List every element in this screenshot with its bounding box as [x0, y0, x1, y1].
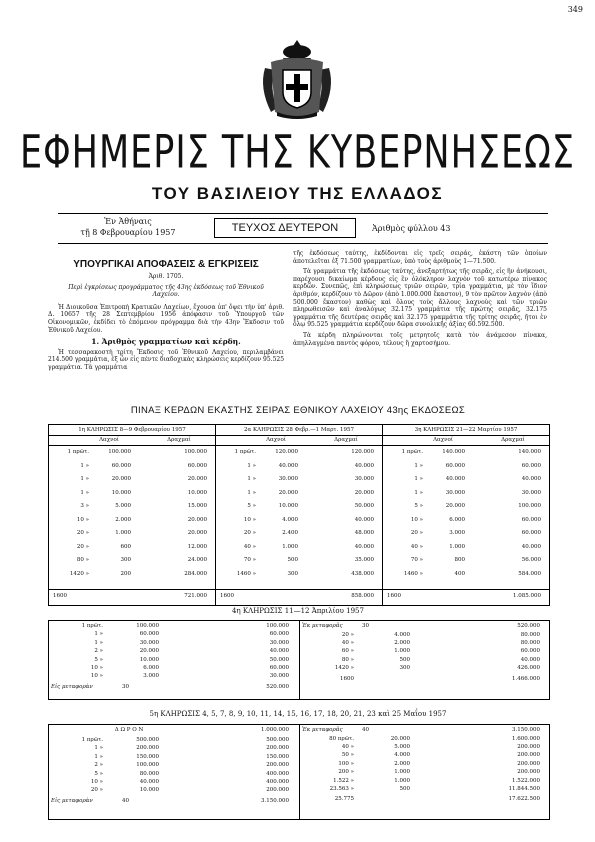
prize-total: 80.000 [520, 631, 540, 638]
prize-count: 5 » [94, 770, 103, 777]
prize-value: 5.000 [394, 743, 410, 750]
total-amount: 858.000 [351, 593, 374, 599]
brought-forward-label: Ἐκ μεταφορᾶς [302, 623, 343, 629]
decision-ref: Ἀριθ. 1705. [148, 273, 184, 280]
prize-total: 20.000 [354, 489, 374, 496]
prize-count: 20 » [90, 787, 103, 794]
prize-total: 40.000 [521, 543, 541, 550]
prize-value: 20.000 [390, 735, 410, 742]
prize-total: 100.000 [518, 503, 541, 509]
prize-value: 300 [287, 570, 298, 577]
prize-count: 2 » [94, 762, 103, 769]
prize-total: 200.000 [266, 745, 289, 752]
draws-1-3-table [48, 424, 550, 606]
prize-count: 20 » [410, 530, 423, 536]
prize-total: 60.000 [520, 648, 540, 655]
prize-count: 1 » [80, 489, 89, 496]
grand-prize-label: Δ Ω Ρ Ο Ν [114, 727, 144, 733]
column-header-drachmas: Δραχμαί [501, 437, 525, 443]
prize-total: 15.000 [187, 503, 207, 509]
prize-count: 80 » [76, 557, 89, 563]
draw-title: 3η ΚΛΗΡΩΣΙΣ 21—22 Μαρτίου 1957 [414, 427, 518, 433]
prize-value: 4.000 [282, 516, 298, 523]
prize-count: 100 » [338, 760, 354, 767]
prize-count: 1 πρῶτ. [67, 449, 89, 455]
total-count: 25.775 [334, 796, 354, 803]
prize-value: 200 [120, 570, 131, 577]
total-count: 1600 [53, 593, 67, 599]
prize-total: 20.000 [187, 476, 207, 482]
prize-value: 20.000 [278, 489, 298, 496]
draw-3-block [383, 425, 549, 605]
total-count: 1600 [387, 593, 401, 599]
brought-forward-label: Ἐκ μεταφορᾶς [302, 727, 343, 733]
draw-title: 1η ΚΛΗΡΩΣΙΣ 8—9 Φεβρουαρίου 1957 [78, 427, 186, 433]
total-amount: 721.000 [184, 593, 207, 599]
paragraph-series: τῆς ἐκδόσεως ταύτης, ἐκδίδονται εἰς τρεῖς σειράς, ἑκάστη τῶν ὁποίων ἀποτελεῖται ἐξ 71.500 γραμματίων, ὑπὸ τοὺς ἀριθμοὺς 1—71.500. [293, 250, 547, 265]
prize-total: 200.000 [266, 762, 289, 769]
prize-value: 800 [454, 557, 465, 563]
prize-total: 400.000 [266, 779, 289, 785]
prize-value: 150.000 [136, 753, 159, 760]
prize-value: 1.000 [394, 648, 410, 655]
prize-value: 300 [120, 557, 131, 563]
prize-value: 1.000 [282, 543, 298, 550]
prize-value: 200.000 [136, 745, 159, 752]
prize-table-title: ΠΙΝΑΞ ΚΕΡΔΩΝ ΕΚΑΣΤΗΣ ΣΕΙΡΑΣ ΕΘΝΙΚΟΥ ΛΑΧΕΙΟΥ 43ης ΕΚΔΟΣΕΩΣ [130, 405, 466, 416]
brought-forward-amount: 520.000 [517, 623, 540, 629]
prize-value: 20.000 [445, 503, 465, 509]
prize-value: 40.000 [278, 462, 298, 469]
prize-value: 140.000 [442, 449, 465, 455]
prize-total: 40.000 [521, 476, 541, 482]
section-title: 1. Ἀριθμὸς γραμματίων καὶ κέρδη. [91, 337, 241, 347]
prize-total: 500.000 [266, 737, 289, 743]
prize-count: 1 πρῶτ. [401, 449, 423, 455]
prize-total: 426.000 [517, 665, 540, 672]
paragraph-payment: Τὰ κέρδη πληρώνονται τοῖς μετρητοῖς κατὰ τὸν ἀνάμεσον πίνακα, ἀπηλλαγμένα παντὸς φόρου, τέλους ἢ χαρτοσήμου. [293, 331, 547, 347]
prize-value: 4.000 [394, 631, 410, 638]
prize-value: 600 [120, 543, 131, 550]
prize-count: 1.522 » [333, 777, 354, 784]
prize-value: 3.000 [143, 673, 159, 680]
prize-total: 12.000 [187, 543, 207, 550]
prize-count: 1 » [80, 462, 89, 469]
carry-forward-count: 30 [122, 683, 129, 690]
column-header-lots: Λαχνοί [266, 437, 286, 443]
prize-count: 1 » [414, 489, 423, 496]
prize-count: 10 » [243, 516, 256, 523]
prize-total: 120.000 [351, 449, 374, 455]
prize-value: 100.000 [136, 623, 159, 629]
prize-total: 60.000 [269, 631, 289, 638]
prize-total: 60.000 [521, 462, 541, 469]
right-text-column [293, 250, 547, 347]
prize-total: 60.000 [521, 516, 541, 523]
prize-value: 1.000 [394, 769, 410, 776]
prize-value: 120.000 [275, 449, 298, 455]
gazette-title: ΕΦΗΜΕΡΙΣ ΤΗΣ ΚΥΒΕΡΝΗΣΕΩΣ [19, 127, 576, 179]
brought-forward-count: 30 [362, 623, 369, 629]
prize-total: 584.000 [518, 570, 541, 577]
prize-value: 10.000 [111, 489, 131, 496]
carry-forward-label: Εἰς μεταφορὰν [51, 683, 93, 690]
prize-total: 40.000 [520, 656, 540, 663]
paragraph-prizes: Τὰ γραμμάτια τῆς ἐκδόσεως ταύτης, ἀνεξαρτήτως τῆς σειρᾶς, εἰς ἣν ἀνήκουσι, παρέχουσι δικαίωμα κέρδους εἰς ἓν ὁλόκληρον λαχνὸν τοῦ κατωτέρω πίνακος κερδῶν. Συνεπῶς, ἐπὶ κληρώσεως τριῶν σειρῶν, τρία γραμμάτια, μὲ τὸν ἴδιον ἀριθμόν, κερδίζουν τὸ Δῶρον (ἀπὸ 1.000.000 ἕκαστον), 9 τὸν πρῶτον λαχνὸν (ἀπὸ 500.000 ἕκαστον) καθὼς καὶ ὅλους τοὺς ἄλλους λαχνοὺς καὶ τῶν τριῶν πληρωθεισῶν καὶ ἀναλόγως 32.175 γραμμάτια τῆς πρώτης σειρᾶς, 32.175 γραμμάτια τῆς δευτέρας σειρᾶς καὶ 32.175 γραμμάτια τῆς τρίτης σειρᾶς, ἤτοι ἐν ὅλῳ 95.525 γραμμάτια κερδίζουν δῶρα συνολικῆς ἀξίας 60.592.500. [293, 268, 547, 329]
prize-total: 150.000 [266, 753, 289, 760]
prize-value: 4.000 [394, 752, 410, 759]
prize-total: 140.000 [518, 449, 541, 455]
prize-value: 80.000 [139, 770, 159, 777]
prize-count: 1460 » [403, 570, 423, 577]
prize-count: 80 » [341, 656, 354, 663]
issue-date: τῇ 8 Φεβρουαρίου 1957 [80, 228, 176, 237]
prize-total: 11.844.500 [508, 785, 540, 792]
carry-forward-amount: 3.150.000 [261, 797, 289, 804]
section-heading: ΥΠΟΥΡΓΙΚΑΙ ΑΠΟΦΑΣΕΙΣ & ΕΓΚΡΙΣΕΙΣ [73, 259, 259, 270]
prize-count: 20 » [76, 530, 89, 536]
prize-value: 60.000 [139, 631, 159, 638]
prize-count: 1 » [94, 745, 103, 752]
prize-value: 10.000 [139, 656, 159, 663]
brought-forward-amount: 3.150.000 [512, 727, 540, 733]
column-header-lots: Λαχνοί [433, 437, 453, 443]
sheet-number: Ἀριθμὸς φύλλου 43 [372, 224, 451, 233]
prize-total: 24.000 [187, 557, 207, 563]
prize-count: 23.563 » [329, 785, 354, 792]
issue-series-box: ΤΕΥΧΟΣ ΔΕΥΤΕΡΟΝ [214, 218, 356, 238]
prize-total: 30.000 [269, 673, 289, 680]
grand-prize-amount: 1.000.000 [261, 727, 289, 733]
column-header-drachmas: Δραχμαί [167, 437, 191, 443]
prize-count: 5 » [94, 656, 103, 663]
prize-count: 10 » [90, 779, 103, 785]
gazette-subtitle: ΤΟΥ ΒΑΣΙΛΕΙΟΥ ΤΗΣ ΕΛΛΑΔΟΣ [151, 184, 444, 203]
total-amount: 1.085.000 [513, 593, 541, 599]
prize-count: 80 πρῶτ. [329, 735, 354, 742]
prize-total: 30.000 [269, 639, 289, 646]
prize-value: 500 [399, 785, 410, 792]
prize-value: 6.000 [449, 516, 465, 523]
prize-value: 30.000 [445, 489, 465, 496]
prize-value: 10.000 [278, 503, 298, 509]
draw-title: 2α ΚΛΗΡΩΣΙΣ 28 Φεβρ.—1 Μαρτ. 1957 [244, 427, 354, 433]
prize-count: 200 » [338, 769, 354, 776]
prize-total: 100.000 [184, 449, 207, 455]
prize-total: 100.000 [266, 623, 289, 629]
left-text-column [48, 258, 284, 372]
prize-value: 1.000 [115, 530, 131, 536]
brought-forward-count: 40 [362, 727, 369, 733]
draw-5-title: 5η ΚΛΗΡΩΣΙΣ 4, 5, 7, 8, 9, 10, 11, 14, 15, 16, 17, 18, 20, 21, 23 καὶ 25 Μαΐου 1957 [149, 710, 447, 718]
prize-total: 50.000 [269, 656, 289, 663]
prize-count: 60 » [341, 648, 354, 655]
prize-count: 40 » [341, 743, 354, 750]
page-number: 349 [567, 5, 583, 14]
prize-count: 1 πρῶτ. [234, 449, 256, 455]
prize-total: 50.000 [354, 503, 374, 509]
prize-count: 1 » [414, 462, 423, 469]
prize-count: 20 » [341, 631, 354, 638]
table-divider [299, 725, 300, 819]
prize-count: 40 » [243, 543, 256, 550]
prize-count: 10 » [90, 665, 103, 671]
prize-value: 40.000 [139, 779, 159, 785]
prize-value: 1.000 [394, 777, 410, 784]
prize-count: 40 » [341, 639, 354, 646]
prize-value: 40.000 [445, 476, 465, 482]
prize-value: 60.000 [445, 462, 465, 469]
prize-total: 20.000 [187, 516, 207, 523]
prize-total: 400.000 [266, 770, 289, 777]
prize-total: 40.000 [269, 648, 289, 655]
prize-value: 20.000 [111, 476, 131, 482]
prize-count: 1420 » [334, 665, 354, 672]
prize-value: 300 [399, 665, 410, 672]
prize-total: 200.000 [517, 769, 540, 776]
prize-total: 200.000 [517, 752, 540, 759]
prize-count: 10 » [76, 516, 89, 523]
draw-2-block [216, 425, 382, 605]
prize-value: 5.000 [115, 503, 131, 509]
prize-total: 56.000 [521, 557, 541, 563]
prize-value: 2.000 [394, 760, 410, 767]
prize-value: 2.000 [394, 639, 410, 646]
prize-total: 40.000 [354, 543, 374, 550]
prize-total: 20.000 [187, 530, 207, 536]
prize-count: 5 » [247, 503, 256, 509]
prize-value: 30.000 [278, 476, 298, 482]
prize-value: 20.000 [139, 648, 159, 655]
prize-value: 500 [399, 656, 410, 663]
prize-value: 30.000 [139, 639, 159, 646]
draw-5-table [48, 724, 550, 820]
prize-count: 1 » [247, 489, 256, 496]
column-header-drachmas: Δραχμαί [334, 437, 358, 443]
issue-place-date [58, 216, 198, 238]
prize-count: 70 » [243, 557, 256, 563]
prize-total: 10.000 [187, 489, 207, 496]
prize-total: 40.000 [354, 516, 374, 523]
prize-count: 40 » [410, 543, 423, 550]
prize-count: 1 πρῶτ. [81, 737, 103, 743]
prize-count: 20 » [76, 543, 89, 550]
prize-total: 30.000 [354, 476, 374, 482]
issue-place: Ἐν Ἀθήναις [104, 217, 152, 226]
header-rule-top [58, 213, 548, 214]
prize-count: 20 » [243, 530, 256, 536]
royal-coat-of-arms-emblem [257, 38, 337, 120]
prize-value: 6.000 [143, 665, 159, 671]
prize-count: 1 » [94, 639, 103, 646]
prize-total: 284.000 [184, 570, 207, 577]
prize-total: 60.000 [521, 530, 541, 536]
prize-value: 500.000 [136, 737, 159, 743]
prize-count: 3 » [80, 503, 89, 509]
paragraph-intro: Ἡ Διοικοῦσα Ἐπιτροπὴ Κρατικῶν Λαχείων, ἔχουσα ὑπ' ὄψει τὴν ὑπ' ἀριθ. Δ. 10657 τῆς 28 Σεπτεμβρίου 1956 ἀπόφασιν τοῦ Ὑπουργοῦ τῶν Οἰκονομικῶν, ἐκδίδει τὸ ἑπόμενον πρόγραμμα διὰ τὴν 43ην Ἔκδοσιν τοῦ Ἐθνικοῦ Λαχείου. [48, 303, 284, 334]
draw-1-block [49, 425, 215, 605]
prize-value: 500 [287, 557, 298, 563]
prize-total: 30.000 [521, 489, 541, 496]
prize-count: 10 » [410, 516, 423, 523]
prize-count: 70 » [410, 557, 423, 563]
prize-count: 1420 » [69, 570, 89, 577]
prize-value: 2.400 [282, 530, 298, 536]
prize-count: 10 » [90, 673, 103, 680]
prize-count: 1460 » [236, 570, 256, 577]
prize-value: 60.000 [111, 462, 131, 469]
total-amount: 1.466.000 [512, 675, 540, 682]
prize-count: 1 » [247, 476, 256, 482]
prize-total: 200.000 [266, 787, 289, 794]
prize-count: 50 » [341, 752, 354, 759]
prize-count: 1 πρῶτ. [81, 623, 103, 629]
carry-forward-count: 40 [122, 797, 129, 804]
total-count: 1600 [220, 593, 234, 599]
draw-4-table [48, 620, 550, 700]
draw-4-title: 4η ΚΛΗΡΩΣΙΣ 11—12 Ἀπριλίου 1957 [232, 607, 364, 615]
table-divider [299, 621, 300, 699]
prize-value: 400 [454, 570, 465, 577]
prize-value: 1.000 [449, 543, 465, 550]
prize-count: 1 » [94, 631, 103, 638]
total-count: 1600 [340, 675, 354, 682]
prize-value: 2.000 [115, 516, 131, 523]
prize-total: 80.000 [520, 639, 540, 646]
prize-count: 1 » [247, 462, 256, 469]
prize-value: 100.000 [136, 762, 159, 769]
prize-value: 3.000 [449, 530, 465, 536]
prize-value: 10.000 [139, 787, 159, 794]
decision-subject: Περὶ ἐγκρίσεως προγράμματος τῆς 43ης ἐκδόσεως τοῦ Ἐθνικοῦ Λαχείου. [68, 283, 264, 299]
prize-total: 1.522.000 [512, 777, 540, 784]
prize-total: 200.000 [517, 743, 540, 750]
prize-total: 48.000 [354, 530, 374, 536]
prize-count: 2 » [94, 648, 103, 655]
prize-count: 1 » [80, 476, 89, 482]
prize-value: 100.000 [108, 449, 131, 455]
prize-total: 1.600.000 [512, 735, 540, 742]
prize-count: 1 » [414, 476, 423, 482]
prize-total: 40.000 [354, 462, 374, 469]
paragraph-tickets: Ἡ τεσσαρακοστὴ τρίτη Ἔκδοσις τοῦ Ἐθνικοῦ Λαχείου, περιλαμβάνει 214.500 γραμμάτια, ἐξ ὧν εἰς πέντε διαδοχικὰς κληρώσεις κερδίζουν 95.525 γραμμάτια. Τὰ γραμμάτια [48, 348, 285, 371]
prize-total: 438.000 [351, 570, 374, 577]
prize-count: 5 » [414, 503, 423, 509]
prize-total: 60.000 [269, 665, 289, 671]
prize-count: 1 » [94, 753, 103, 760]
carry-forward-label: Εἰς μεταφορὰν [51, 797, 93, 804]
prize-total: 200.000 [517, 760, 540, 767]
header-rule-bottom [58, 243, 548, 244]
total-amount: 17.622.500 [508, 796, 540, 803]
prize-total: 60.000 [187, 462, 207, 469]
prize-total: 35.000 [354, 557, 374, 563]
carry-forward-amount: 520.000 [266, 683, 289, 690]
column-header-lots: Λαχνοί [99, 437, 119, 443]
